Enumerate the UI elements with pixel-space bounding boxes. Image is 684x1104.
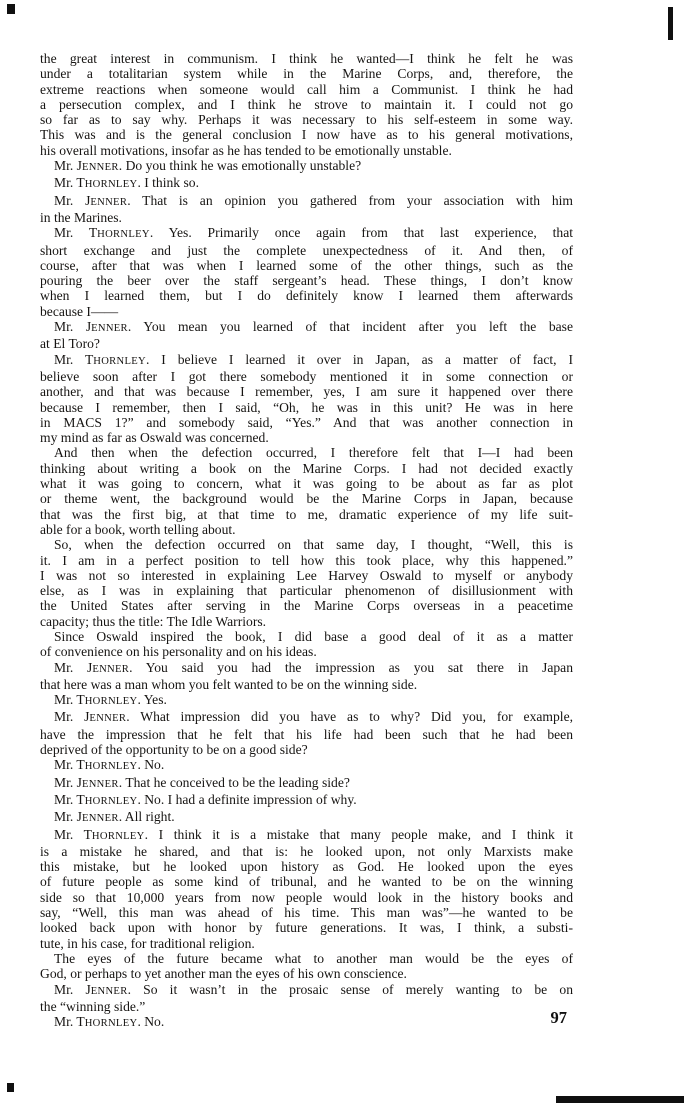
text-line: of convenience on his personality and on his ideas.: [40, 644, 317, 660]
text-line: Mr. THORNLEY. Yes.: [54, 692, 167, 708]
text-line: that here was a man whom you felt wanted to be on the winning side.: [40, 676, 418, 692]
text-line: Mr. JENNER. What impression did you have as to why? Did you, for example,: [54, 709, 573, 725]
text-line: able for a book, worth telling about.: [40, 521, 236, 537]
text-line: Mr. JENNER. That is an opinion you gathered from your association with him: [54, 192, 573, 208]
text-line: I was not so interested in explaining Lee Harvey Oswald to myself or anybody: [40, 567, 573, 583]
text-line: believe soon after I got there somebody mentioned it in some connection or: [40, 368, 573, 384]
text-line: Mr. THORNLEY. No.: [54, 757, 165, 773]
text-line: Mr. THORNLEY. Yes. Primarily once again from that last experience, that: [54, 225, 574, 241]
text-line: Since Oswald inspired the book, I did base a good deal of it as a matter: [54, 628, 573, 644]
text-line: Mr. JENNER. Do you think he was emotionally unstable?: [54, 158, 362, 174]
text-line: have the impression that he felt that his life had been such that he had been: [40, 726, 573, 742]
text-line: God, or perhaps to yet another man the eyes of his own conscience.: [40, 966, 407, 982]
text-line: Mr. THORNLEY. I believe I learned it over in Japan, as a matter of fact, I: [54, 351, 573, 367]
text-line: Mr. THORNLEY. I think so.: [54, 175, 199, 191]
scan-artifact-top-right: [668, 7, 673, 40]
text-line: in MACS 1?” and somebody said, “Yes.” And that was another connection in: [40, 414, 573, 430]
text-line: or theme went, the background would be the Marine Corps in Japan, because: [40, 491, 573, 507]
text-line: say, “Well, this man was ahead of his time. This man was”—he wanted to be: [40, 905, 573, 921]
text-line: The eyes of the future became what to another man would be the eyes of: [54, 950, 573, 966]
text-line: because I——: [40, 303, 119, 319]
text-line: the “winning side.”: [40, 998, 146, 1014]
text-line: short exchange and just the complete unexpectedness of it. And then, of: [40, 242, 573, 258]
page-text: [40, 51, 573, 1031]
page-number: 97: [550, 1008, 567, 1027]
text-line: what it was going to concern, what it was going to be about as far as plot: [40, 476, 573, 492]
text-line: Mr. JENNER. That he conceived to be the leading side?: [54, 774, 350, 790]
text-line: a persecution complex, and I think he strove to maintain it. I could not go: [40, 96, 573, 112]
text-line: Mr. JENNER. All right.: [54, 809, 175, 825]
text-line: so far as to say why. Perhaps it was necessary to his self-esteem in some way.: [40, 112, 573, 128]
text-line: Mr. THORNLEY. No. I had a definite impression of why.: [54, 791, 357, 807]
scan-artifact-top-left: [7, 4, 15, 14]
text-line: Mr. THORNLEY. I think it is a mistake that many people make, and I think it: [54, 826, 573, 842]
text-line: Mr. JENNER. You said you had the impression as you sat there in Japan: [54, 659, 573, 675]
text-line: the United States after serving in the Marine Corps overseas in a peacetime: [40, 598, 573, 614]
text-line: extreme reactions when someone would call him a Communist. I think he had: [40, 81, 573, 97]
text-line: So, when the defection occurred on that same day, I thought, “Well, this is: [54, 537, 573, 553]
text-line: This was and is the general conclusion I now have as to his general motivations,: [40, 127, 573, 143]
text-line: it. I am in a perfect position to tell how this took place, why this happened.”: [40, 552, 573, 568]
text-line: pouring the beer over the staff sergeant’s head. These things, I don’t know: [40, 273, 573, 289]
text-line: Mr. THORNLEY. No.: [54, 1014, 165, 1030]
scan-artifact-bottom-bar: [556, 1096, 684, 1103]
text-line: because I remember, then I said, “Oh, he was in this unit? He was in here: [40, 399, 573, 415]
text-line: the great interest in communism. I think he wanted—I think he felt he was: [40, 51, 573, 66]
text-line: side so that 10,000 years from now people would look in the history books and: [40, 889, 573, 905]
text-line: capacity; thus the title: The Idle Warriors.: [40, 613, 267, 629]
text-line: tute, in his case, for traditional religion.: [40, 935, 255, 951]
text-line: Mr. JENNER. So it wasn’t in the prosaic sense of merely wanting to be on: [54, 981, 573, 997]
text-line: in the Marines.: [40, 209, 122, 225]
scan-artifact-bottom-left: [7, 1083, 14, 1092]
text-line: else, as I was in explaining that particular phenomenon of disillusionment with: [40, 583, 573, 599]
text-line: is a mistake he shared, and that is: he looked upon, not only Marxists make: [40, 843, 573, 859]
text-line: my mind as far as Oswald was concerned.: [40, 430, 269, 446]
text-line: looked back upon with honor by future generations. It was, I think, a substi-: [40, 920, 573, 936]
text-line: his overall motivations, insofar as he has tended to be emotionally unstable.: [40, 142, 452, 158]
text-line: under a totalitarian system while in the Marine Corps, and, therefore, the: [40, 66, 573, 82]
text-line: that was the first big, at that time to me, dramatic experience of my life suit-: [40, 506, 573, 522]
text-line: of future people as some kind of tribunal, and he wanted to be on the winning: [40, 874, 573, 890]
text-line: course, after that was when I learned some of the other things, such as the: [40, 257, 573, 273]
text-line: at El Toro?: [40, 336, 100, 352]
text-line: when I learned them, but I do definitely know I learned them afterwards: [40, 288, 573, 304]
text-line: deprived of the opportunity to be on a good side?: [40, 742, 308, 758]
text-line: this mistake, but he looked upon history as God. He looked upon the eyes: [40, 859, 573, 875]
text-line: thinking about writing a book on the Marine Corps. I had not decided exactly: [40, 460, 573, 476]
text-line: Mr. JENNER. You mean you learned of that incident after you left the base: [54, 319, 573, 335]
text-line: another, and that was because I remember, yes, I am sure it happened over there: [40, 384, 573, 400]
text-line: And then when the defection occurred, I therefore felt that I—I had been: [54, 445, 573, 461]
